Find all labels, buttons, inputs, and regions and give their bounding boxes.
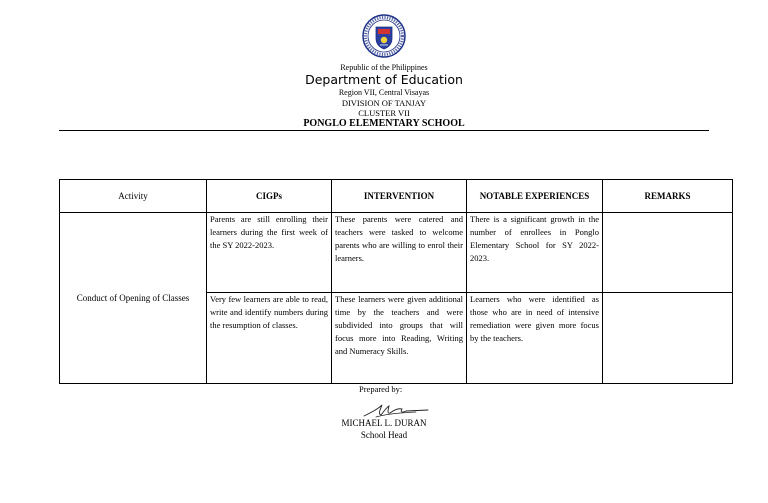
- table-row: [60, 213, 733, 293]
- prepared-by-label: Prepared by:: [359, 384, 403, 394]
- header-divider: [59, 130, 709, 131]
- cigps-cell: Very few learners are able to read, write and identify numbers during the resumption of classes.: [207, 293, 332, 384]
- signatory-name: MICHAEL L. DURAN: [341, 418, 427, 428]
- notable-experiences-cell: Learners who were identified as those who are in need of intensive remediation were given more focus by the teachers.: [467, 293, 603, 384]
- cigps-cell: Parents are still enrolling their learners during the first week of the SY 2022-2023.: [207, 213, 332, 293]
- header-republic: Republic of the Philippines: [340, 63, 428, 72]
- intervention-cell: These learners were given additional time by the teachers and were subdivided into groups that will focus more into Reading, Writing and Numeracy Skills.: [332, 293, 467, 384]
- table-header-row: [60, 180, 733, 213]
- remarks-cell: [603, 213, 733, 293]
- column-header-intervention: INTERVENTION: [332, 180, 467, 213]
- column-header-notable-experiences: NOTABLE EXPERIENCES: [467, 180, 603, 213]
- header-region: Region VII, Central Visayas: [338, 88, 430, 97]
- deped-seal-icon: [362, 14, 406, 58]
- header-school-name: PONGLO ELEMENTARY SCHOOL: [303, 118, 465, 129]
- notable-experiences-cell: There is a significant growth in the number of enrollees in Ponglo Elementary School for SY 2022-2023.: [467, 213, 603, 293]
- column-header-remarks: REMARKS: [603, 180, 733, 213]
- column-header-cigps: CIGPs: [207, 180, 332, 213]
- remarks-cell: [603, 293, 733, 384]
- header-cluster: CLUSTER VII: [358, 108, 410, 118]
- report-table: [59, 179, 733, 384]
- header-department: Department of Education: [305, 72, 463, 87]
- intervention-cell: These parents were catered and teachers were tasked to welcome parents who are willing to enrol their learners.: [332, 213, 467, 293]
- activity-cell: Conduct of Opening of Classes: [60, 213, 207, 384]
- column-header-activity: Activity: [60, 180, 207, 213]
- header-division: DIVISION OF TANJAY: [341, 98, 427, 108]
- signatory-title: School Head: [360, 430, 408, 440]
